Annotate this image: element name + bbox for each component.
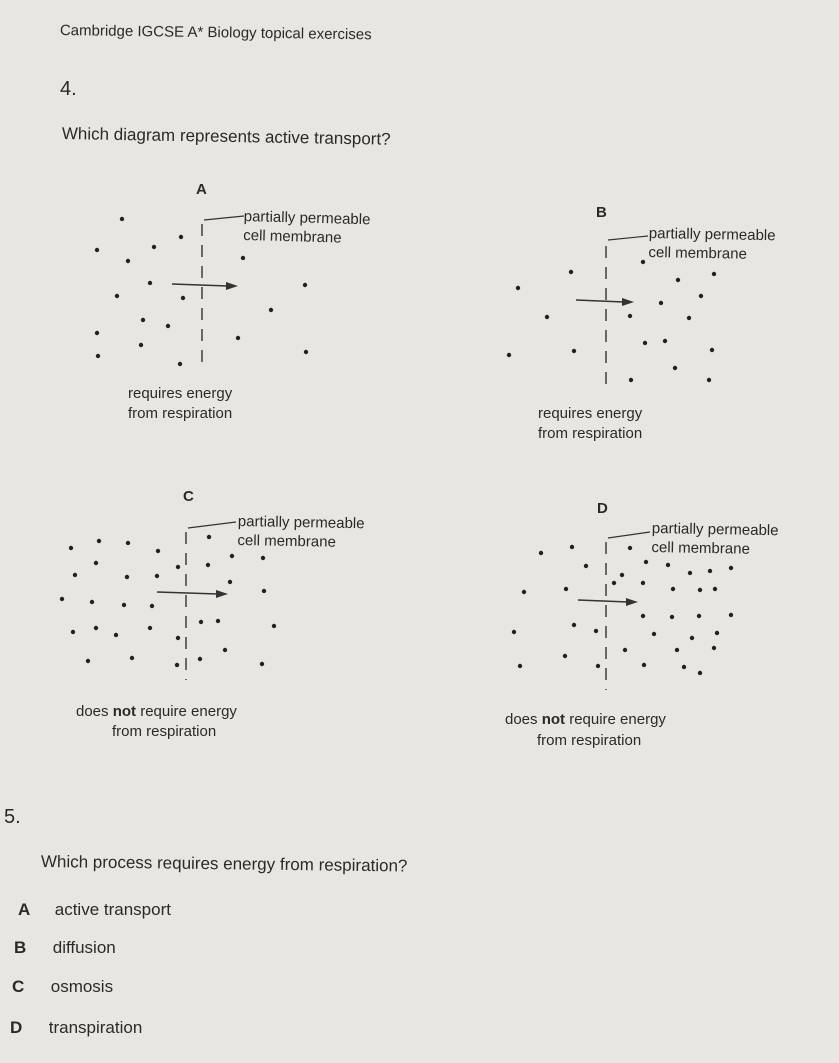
option-c[interactable]: [12, 977, 113, 997]
diagram-a-label: A: [196, 181, 207, 198]
option-c-text: osmosis: [50, 977, 114, 996]
option-d[interactable]: [10, 1018, 142, 1038]
question-5-number: 5.: [4, 806, 21, 828]
diagram-a-energy-line2: from respiration: [128, 405, 233, 422]
option-c-letter: C: [12, 977, 25, 996]
diagram-c-energy-not: not: [112, 703, 137, 720]
option-a[interactable]: [18, 900, 171, 920]
diagram-c-membrane-line1: partially permeable: [237, 512, 365, 533]
diagram-d-membrane-line1: partially permeable: [651, 519, 779, 540]
option-a-text: active transport: [54, 900, 171, 919]
diagram-c-label: C: [183, 488, 194, 505]
diagram-d-pointer-line: [608, 532, 650, 538]
diagram-b-energy-line2: from respiration: [538, 425, 643, 442]
diagram-d-energy-not: not: [541, 711, 566, 728]
diagram-a-membrane-line2: cell membrane: [243, 226, 342, 247]
diagram-d-particles: [512, 545, 733, 675]
diagram-d-arrow-shaft: [578, 600, 628, 602]
question-4-number: 4.: [60, 78, 77, 100]
page-header: Cambridge IGCSE A* Biology topical exercises: [59, 22, 372, 44]
diagram-d-energy-post: require energy: [565, 711, 666, 728]
question-5-text: Which process requires energy from respiration?: [40, 852, 408, 876]
diagram-d-arrow-head: [626, 598, 638, 606]
diagram-d-membrane-line2: cell membrane: [651, 538, 751, 558]
diagram-c-energy-pre: does: [76, 703, 113, 720]
option-b[interactable]: [14, 938, 116, 958]
diagram-c-membrane-line2: cell membrane: [237, 531, 337, 551]
diagram-d-energy-line1: [505, 710, 666, 730]
question-4-text: Which diagram represents active transport?: [61, 124, 391, 149]
option-b-letter: B: [14, 938, 27, 957]
diagram-b-membrane-line2: cell membrane: [648, 243, 748, 263]
diagram-d-energy-line2: from respiration: [537, 732, 642, 749]
diagram-c-energy-line2: from respiration: [112, 723, 217, 740]
diagram-b-energy-line1: requires energy: [538, 405, 643, 422]
option-b-text: diffusion: [52, 938, 116, 957]
option-d-letter: D: [10, 1018, 23, 1037]
diagram-b-label: B: [596, 204, 607, 221]
diagram-b-membrane-line1: partially permeable: [648, 224, 776, 245]
option-a-letter: A: [18, 900, 31, 919]
diagram-a-membrane-line1: partially permeable: [243, 207, 371, 229]
option-d-text: transpiration: [48, 1018, 143, 1037]
diagram-d-energy-pre: does: [505, 711, 542, 728]
diagram-a-energy-line1: requires energy: [128, 385, 233, 402]
diagram-d-label: D: [597, 500, 608, 517]
diagram-c-energy-post: require energy: [136, 703, 237, 720]
